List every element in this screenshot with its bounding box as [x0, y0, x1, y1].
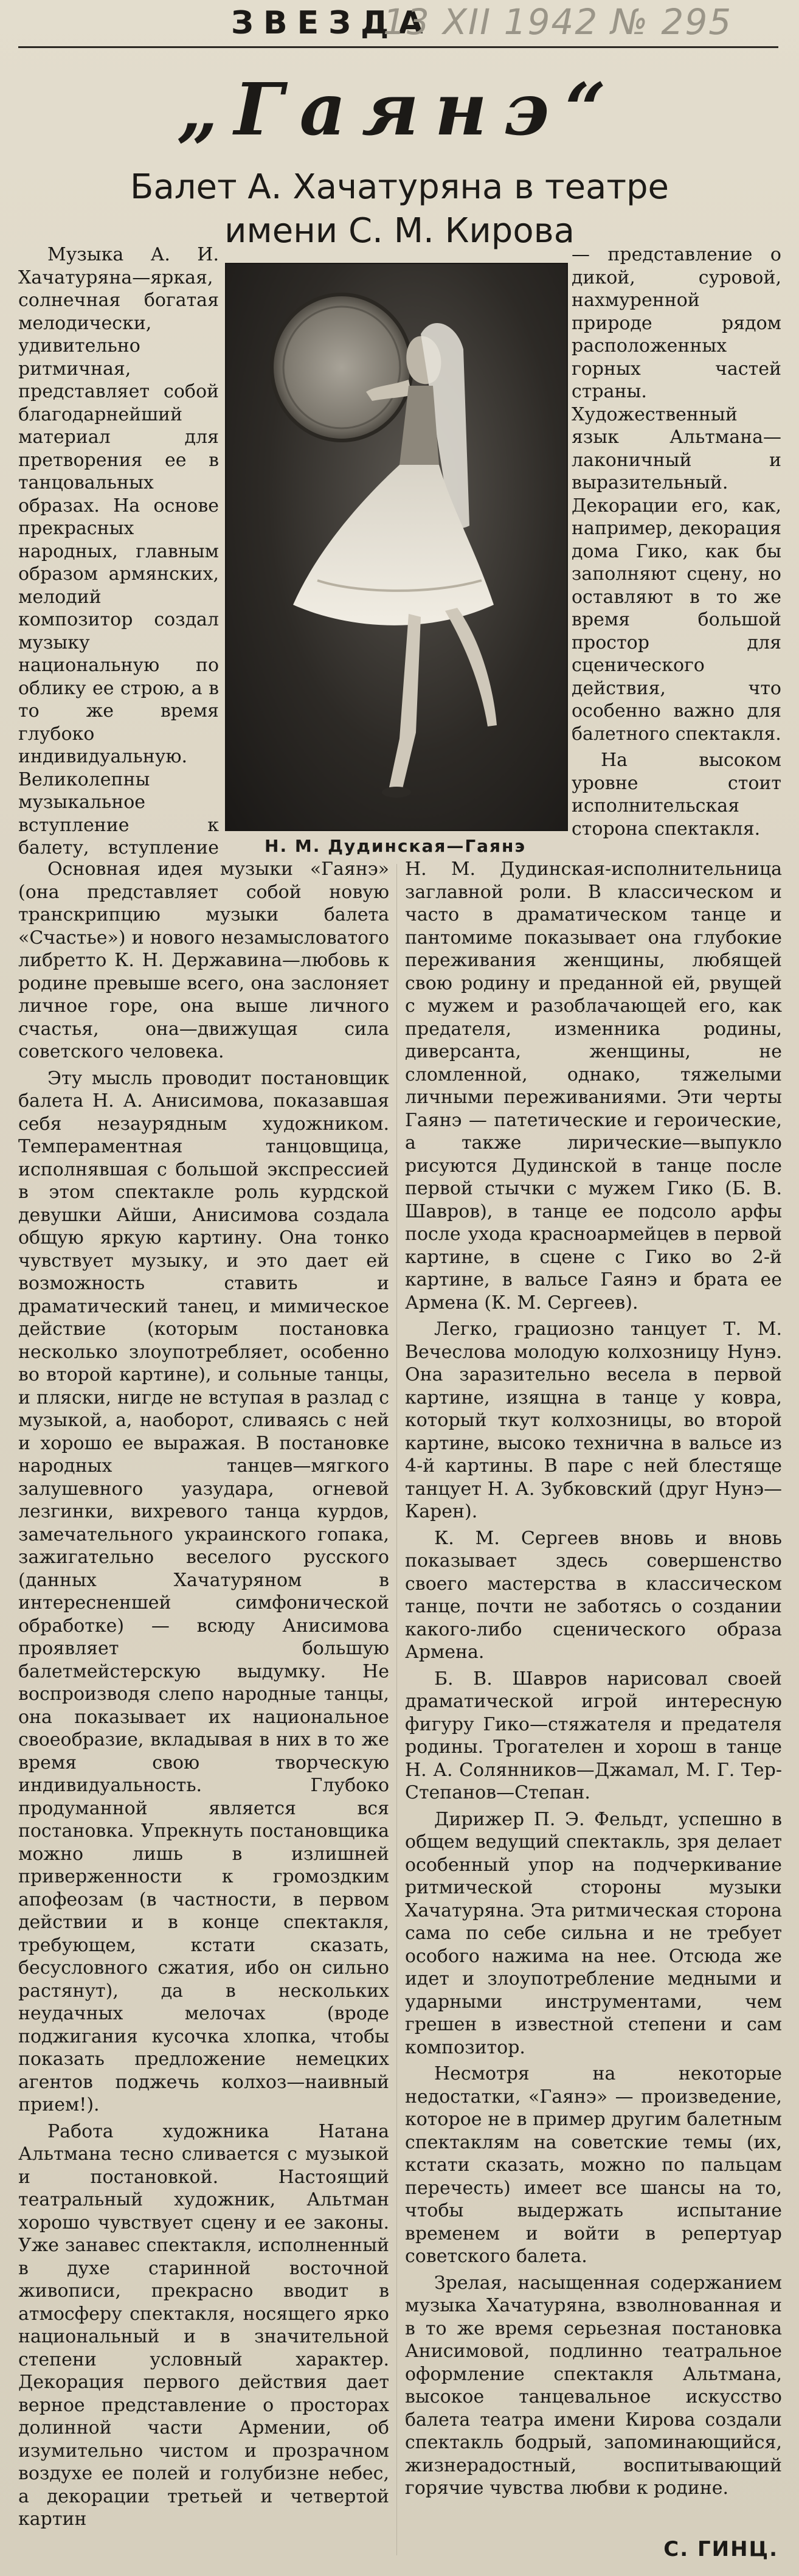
dancer-figure-icon — [226, 264, 567, 830]
paragraph-vecheslova: Легко, грациозно танцует Т. М. Вечеслова молодую колхозницу Нунэ. Она заразительно весела в первой картине, изящна в танце у ковра, который ткут колхозницы, во второй картине, высоко технична в вальсе из 4-й картины. В паре с ней блестяще танцует Н. А. Зубковский (друг Нунэ—Карен). — [405, 1318, 782, 1522]
article-title: „Гаянэ“ — [177, 67, 622, 151]
column-right-top — [572, 243, 781, 858]
paragraph-idea: Основная идея музыки «Гаянэ» (она представляет собой новую транскрипцию музыки балета «Счастье») и нового незамысловатого либретто К. Н. Державина—любовь к родине превыше всего, она заслоняет личное горе, она выше личного счастья, она—движущая сила советского человека. — [18, 858, 389, 1062]
paragraph-decor-continued: — представление о дикой, суровой, нахмуренной природе рядом расположенных горных частей страны. Художественный язык Альтмана—лаконичный и выразительный. Декорации его, как, например, декорация дома Гико, как бы заполняют сцену, но оставляют в то же время большой простор для сценического действия, что особенно важно для балетного спектакля. — [572, 244, 781, 745]
paragraph-artist: Работа художника Натана Альтмана тесно сливается с музыкой и постановкой. Настоящий театральный художник, Альтман хорошо чувствует сцену и ее законы. Уже занавес спектакля, исполненный в духе старинной восточной живописи, прекрасно вводит в атмосферу спектакля, носящего ярко национальный и в значительной степени условный характер. Декорация первого действия дает верное представление о просторах долинной части Армении, об изумительно чистом и прозрачном воздухе ее полей и голубизне небес, а декорации третьей и четвертой картин — [18, 2120, 389, 2530]
paragraph-assessment: Несмотря на некоторые недостатки, «Гаянэ» — произведение, которое не в пример другим балетным спектаклям на советские темы (их, кстати сказать, можно по пальцам перечесть) имеет все шансы на то, чтобы выдержать испытание временем и войти в репертуар советского балета. — [405, 2063, 782, 2267]
column-left-top — [18, 243, 219, 858]
subtitle-line-1: Балет А. Хачатуряна в театре — [130, 167, 669, 207]
subtitle-line-2: имени С. М. Кирова — [224, 211, 575, 251]
paragraph-dudinskaya: Н. М. Дудинская-исполнительница заглавной роли. В классическом и часто в драматическом танце и пантомиме показывает она глубокие переживания женщины, любящей свою родину и преданной ей, рвущей с мужем и разоблачающей его, как предателя, изменника родины, диверсанта, женщины, не сломленной, однако, тяжелыми личными переживаниями. Эти черты Гаянэ — патетические и героические, а также лирические—выпукло рисуются Дудинской в танце после первой стычки с мужем Гико (Б. В. Шавров), в танце ее подсоло арфы после ухода красноармейцев в первой картине, в сцене с Гико во 2-й картине, в вальсе Гаянэ и брата ее Армена (К. М. Сергеев). — [405, 858, 782, 1314]
column-divider — [396, 864, 397, 2555]
paragraph-shavrov: Б. В. Шавров нарисовал своей драматической игрой интересную фигуру Гико—стяжателя и предателя родины. Трогателен и хорош в танце Н. А. Солянников—Джамал, М. Г. Тер-Степанов—Степан. — [405, 1668, 782, 1803]
paragraph-conductor: Дирижер П. Э. Фельдт, успешно в общем ведущий спектакль, зря делает особенный упор на подчеркивание ритмической стороны музыки Хачатуряна. Эта ритмическая сторона сама по себе сильна и не требует особого нажима на нее. Отсюда же идет и злоупотребление медными и ударными инструментами, чем грешен в известной степени и сам композитор. — [405, 1808, 782, 2058]
column-left — [18, 858, 389, 2567]
paragraph-choreographer: Эту мысль проводит постановщик балета Н. А. Анисимова, показавшая себя незаурядным художником. Темпераментная танцовщица, исполнявшая с большой экспрессией в этом спектакле роль курдской девушки Айши, Анисимова создала общую яркую картину. Она тонко чувствует музыку, и это дает ей возможность ставить и драматический танец, и мимическое действие (которым постановка несколько злоупотребляет, особенно во второй картине), и сольные танцы, и пляски, нигде не вступая в разлад с музыкой, а, наоборот, сливаясь с ней и хорошо ее выражая. В постановке народных танцев—мягкого залушевного уазудара, огневой лезгинки, вихревого танца курдов, замечательного украинского гопака, зажигательно веселого русского (данных Хачатуряном в интересненшей симфонической обработке) — всюду Анисимова проявляет большую балетмейстерскую выдумку. Не воспроизводя слепо народные танцы, она показывает их национальное своеобразие, вкладывая в них в то же время свою творческую индивидуальность. Глубоко продуманной является вся постановка. Упрекнуть постановщика можно лишь в излишней приверженности к громоздким апофеозам (в частности, в первом действии и в конце спектакля, требующем, кстати сказать, бесусловного сжатия, ибо он сильно растянут), да в нескольких неудачных мелочах (вроде поджигания кусочка хлопка, чтобы показать предложение немецких агентов поджечь колхоз—наивный прием!). — [18, 1067, 389, 2115]
column-right — [405, 858, 782, 2561]
paper-name: ЗВЕЗДА — [231, 5, 433, 41]
handwritten-date: 13 XII 1942 № 295 — [383, 1, 733, 43]
article-subtitle — [0, 165, 799, 253]
paragraph-intro: Музыка А. И. Хачатуряна—яркая, солнечная богатая мелодически, удивительно ритмичная, представляет собой благодарнейший материал для претворения ее в танцовальных образах. На основе прекрасных народных, главным образом армянских, мелодий композитор создал музыку национальную по облику ее строю, а в то же время глубоко индивидуальную. Великолепны музыкальное вступление к балету, вступление — [18, 244, 219, 858]
masthead — [18, 1, 778, 48]
photo-caption: Н. М. Дудинская—Гаянэ — [265, 836, 526, 856]
paragraph-performance-intro: На высоком уровне стоит исполнительская сторона спектакля. — [572, 750, 781, 840]
paragraph-sergeev: К. М. Сергеев вновь и вновь показывает здесь совершенство своего мастерства в классическом танце, почти не заботясь о создании какого-либо сценического образа Армена. — [405, 1527, 782, 1663]
paragraph-conclusion: Зрелая, насыщенная содержанием музыка Хачатуряна, взволнованная и в то же время серьезная постановка Анисимовой, подлинно театральное оформление спектакля Альтмана, высокое танцевальное искусство балета театра имени Кирова создали спектакль бодрый, запоминающийся, жизнерадостный, воспитывающий горячие чувства любви к родине. — [405, 2272, 782, 2499]
author-signature: С. ГИНЦ. — [663, 2537, 778, 2561]
dancer-photo — [225, 263, 568, 831]
